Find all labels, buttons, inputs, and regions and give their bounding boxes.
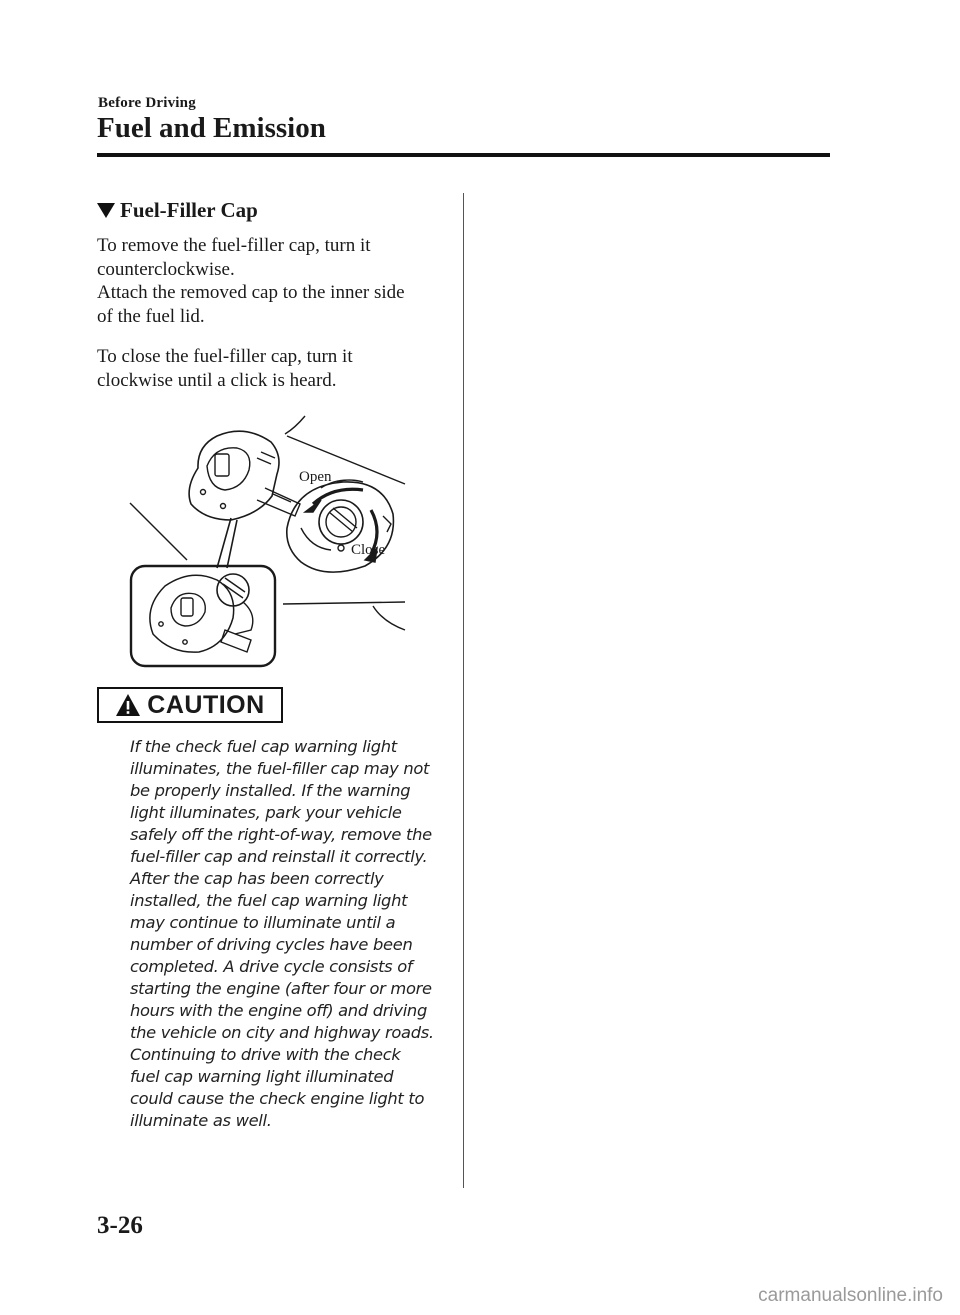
text-line: To close the fuel-filler cap, turn it [97,346,353,367]
caution-line: could cause the check engine light to [130,1089,425,1108]
caution-line: may continue to illuminate until a [130,913,396,932]
caution-line: number of driving cycles have been [130,935,413,954]
caution-line: Continuing to drive with the check [130,1045,401,1064]
fuel-cap-diagram [125,408,410,670]
title-rule [97,153,830,157]
caution-line: illuminates, the fuel-filler cap may not [130,759,430,778]
text-line: clockwise until a click is heard. [97,369,337,391]
caution-line: safely off the right-of-way, remove the [130,825,432,844]
caution-line: starting the engine (after four or more [130,979,432,998]
text-line: counterclockwise. [97,258,235,280]
caution-line: If the check fuel cap warning light [130,737,397,756]
open-label: Open [299,469,332,485]
warning-icon [115,693,141,717]
caution-line: the vehicle on city and highway roads. [130,1023,434,1042]
caution-text [130,736,450,1132]
column-divider [463,193,464,1188]
watermark[interactable]: carmanualsonline.info [758,1285,943,1306]
close-instructions [97,345,447,392]
triangle-down-icon [97,203,115,218]
caution-line: illuminate as well. [130,1111,272,1130]
text-line: To remove the fuel-filler cap, turn it [97,235,371,256]
close-label: Close [351,542,386,558]
caution-label: CAUTION [147,690,265,719]
remove-instructions [97,234,447,328]
subsection-heading-text: Fuel-Filler Cap [120,198,258,222]
caution-line: fuel cap warning light illuminated [130,1067,394,1086]
caution-line: completed. A drive cycle consists of [130,957,413,976]
section-label: Before Driving [98,95,196,111]
caution-line: After the cap has been correctly [130,869,384,888]
caution-badge [97,687,283,723]
caution-line: hours with the engine off) and driving [130,1001,427,1020]
fuel-cap-illustration [125,408,410,670]
caution-line: light illuminates, park your vehicle [130,803,402,822]
page-number: 3-26 [97,1212,143,1239]
caution-line: fuel-filler cap and reinstall it correctly. [130,847,428,866]
caution-line: be properly installed. If the warning [130,781,411,800]
text-line: of the fuel lid. [97,305,205,327]
caution-line: installed, the fuel cap warning light [130,891,408,910]
text-line: Attach the removed cap to the inner side [97,282,405,303]
page-title: Fuel and Emission [97,112,326,144]
subsection-heading [97,198,258,223]
